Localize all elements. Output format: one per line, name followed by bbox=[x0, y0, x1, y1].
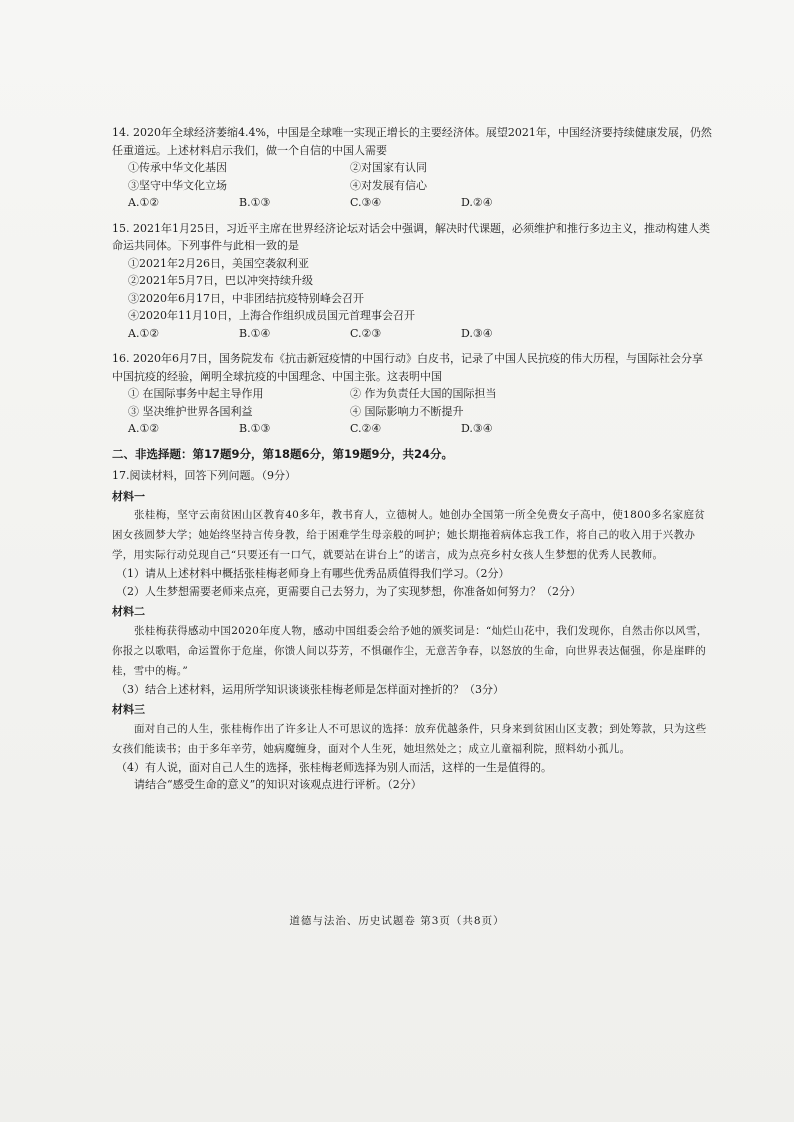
q15-choice-b: B.①④ bbox=[239, 326, 271, 340]
question-14-text: 14. 2020年全球经济萎缩4.4%，中国是全球唯一实现正增长的主要经济体。展望2021年，中国经济要持续健康发展，仍然任重道远。上述材料启示我们，做一个自信的中国人需要 bbox=[112, 126, 712, 157]
q16-choice-d: D.③④ bbox=[461, 422, 493, 435]
page-footer: 道德与法治、历史试题卷 第3页（共8页） bbox=[289, 915, 505, 927]
q16-choice-c: C.②④ bbox=[350, 422, 382, 435]
question-15-choices bbox=[128, 325, 712, 343]
section-heading: 二、非选择题：第17题9分，第18题6分，第19题9分，共24分。 bbox=[112, 446, 454, 461]
q15-statement-1: ①2021年2月26日，美国空袭叙利亚 bbox=[128, 256, 309, 270]
q14-option-1: ①传承中华文化基因 bbox=[128, 161, 227, 174]
question-14 bbox=[112, 124, 712, 212]
q16-option-2: ② 作为负责任大国的国际担当 bbox=[350, 387, 497, 400]
q14-option-4: ④对发展有信心 bbox=[350, 178, 427, 192]
material-3-text: 面对自己的人生，张桂梅作出了许多让人不可思议的选择：放弃优越条件，只身来到贫困山区支教；到处筹款，只为这些女孩们能读书；由于多年辛劳，她病魔缠身，面对个人生死，她坦然处之；成立儿童福利院，照料幼小孤儿。 bbox=[112, 722, 707, 755]
material-2-title: 材料二 bbox=[112, 605, 145, 618]
question-15 bbox=[112, 220, 712, 343]
q15-statement-3: ③2020年6月17日，中非团结抗疫特别峰会召开 bbox=[128, 291, 364, 305]
q17-sub-1: （1）请从上述材料中概括张桂梅老师身上有哪些优秀品质值得我们学习。（2分） bbox=[116, 567, 510, 580]
q15-choice-c: C.②③ bbox=[350, 326, 382, 340]
q17-sub-4b: 请结合“感受生命的意义”的知识对该观点进行评析。（2分） bbox=[134, 778, 422, 791]
q15-statement-2: ②2021年5月7日，巴以冲突持续升级 bbox=[128, 274, 313, 287]
q17-sub-4a: （4）有人说，面对自己人生的选择，张桂梅老师选择为别人而活，这样的一生是值得的。 bbox=[116, 760, 552, 774]
q16-choice-b: B.①③ bbox=[239, 422, 271, 435]
material-1-text: 张桂梅，坚守云南贫困山区教育40多年，教书育人，立德树人。她创办全国第一所全免费女子高中，使1800多名家庭贫困女孩圆梦大学；她始终坚持言传身教，给于困难学生母亲般的呵护；她长期拖着病体忘我工作，将自己的收入用于兴教办学，用实际行动兑现自己“只要还有一口气，就要站在讲台上”的诺言，成为点亮乡村女孩人生梦想的优秀人民教师。 bbox=[112, 509, 706, 561]
q15-statement-4: ④2020年11月10日，上海合作组织成员国元首理事会召开 bbox=[128, 309, 415, 322]
question-14-choices bbox=[128, 194, 712, 212]
question-16 bbox=[112, 350, 712, 438]
q17-sub-2: （2）人生梦想需要老师来点亮，更需要自己去努力，为了实现梦想，你准备如何努力？（2分） bbox=[116, 584, 581, 598]
q16-option-3: ③ 坚决维护世界各国利益 bbox=[128, 404, 253, 418]
question-16-choices bbox=[128, 420, 712, 438]
page-content bbox=[112, 124, 712, 794]
q14-choice-a: A.①② bbox=[128, 196, 160, 209]
q16-option-1: ① 在国际事务中起主导作用 bbox=[128, 387, 264, 400]
question-17-title: 17.阅读材料，回答下列问题。（9分） bbox=[112, 469, 296, 482]
q15-choice-d: D.③④ bbox=[461, 326, 493, 340]
material-2-text: 张桂梅获得感动中国2020年度人物，感动中国组委会给予她的颁奖词是：“灿烂山花中，我们发现你，自然击你以风雪，你报之以歌唱，命运置你于危崖，你馈人间以芬芳，不惧碾作尘，无意苦争春，以怒放的生命，向世界表达倔强，你是崖畔的桂，雪中的梅。” bbox=[112, 624, 708, 677]
q17-sub-3: （3）结合上述材料，运用所学知识谈谈张桂梅老师是怎样面对挫折的？（3分） bbox=[116, 682, 504, 696]
q14-choice-c: C.③④ bbox=[350, 196, 382, 209]
question-16-text: 16. 2020年6月7日，国务院发布《抗击新冠疫情的中国行动》白皮书，记录了中国人民抗疫的伟大历程，与国际社会分享中国抗疫的经验，阐明全球抗疫的中国理念、中国主张。这表明中国 bbox=[112, 352, 703, 383]
question-16-options bbox=[128, 385, 712, 420]
q14-choice-d: D.②④ bbox=[461, 196, 493, 209]
material-1-title: 材料一 bbox=[112, 489, 145, 503]
q16-option-4: ④ 国际影响力不断提升 bbox=[350, 404, 464, 418]
question-15-text: 15. 2021年1月25日，习近平主席在世界经济论坛对话会中强调，解决时代课题，必须维护和推行多边主义，推动构建人类命运共同体。下列事件与此相一致的是 bbox=[112, 221, 710, 252]
q14-option-2: ②对国家有认同 bbox=[350, 161, 427, 174]
question-14-options bbox=[128, 159, 712, 194]
q14-choice-b: B.①③ bbox=[239, 196, 271, 209]
material-3-title: 材料三 bbox=[112, 703, 145, 716]
q14-option-3: ③坚守中华文化立场 bbox=[128, 178, 227, 192]
q15-choice-a: A.①② bbox=[128, 326, 160, 340]
question-17 bbox=[112, 467, 712, 794]
q16-choice-a: A.①② bbox=[128, 422, 160, 435]
